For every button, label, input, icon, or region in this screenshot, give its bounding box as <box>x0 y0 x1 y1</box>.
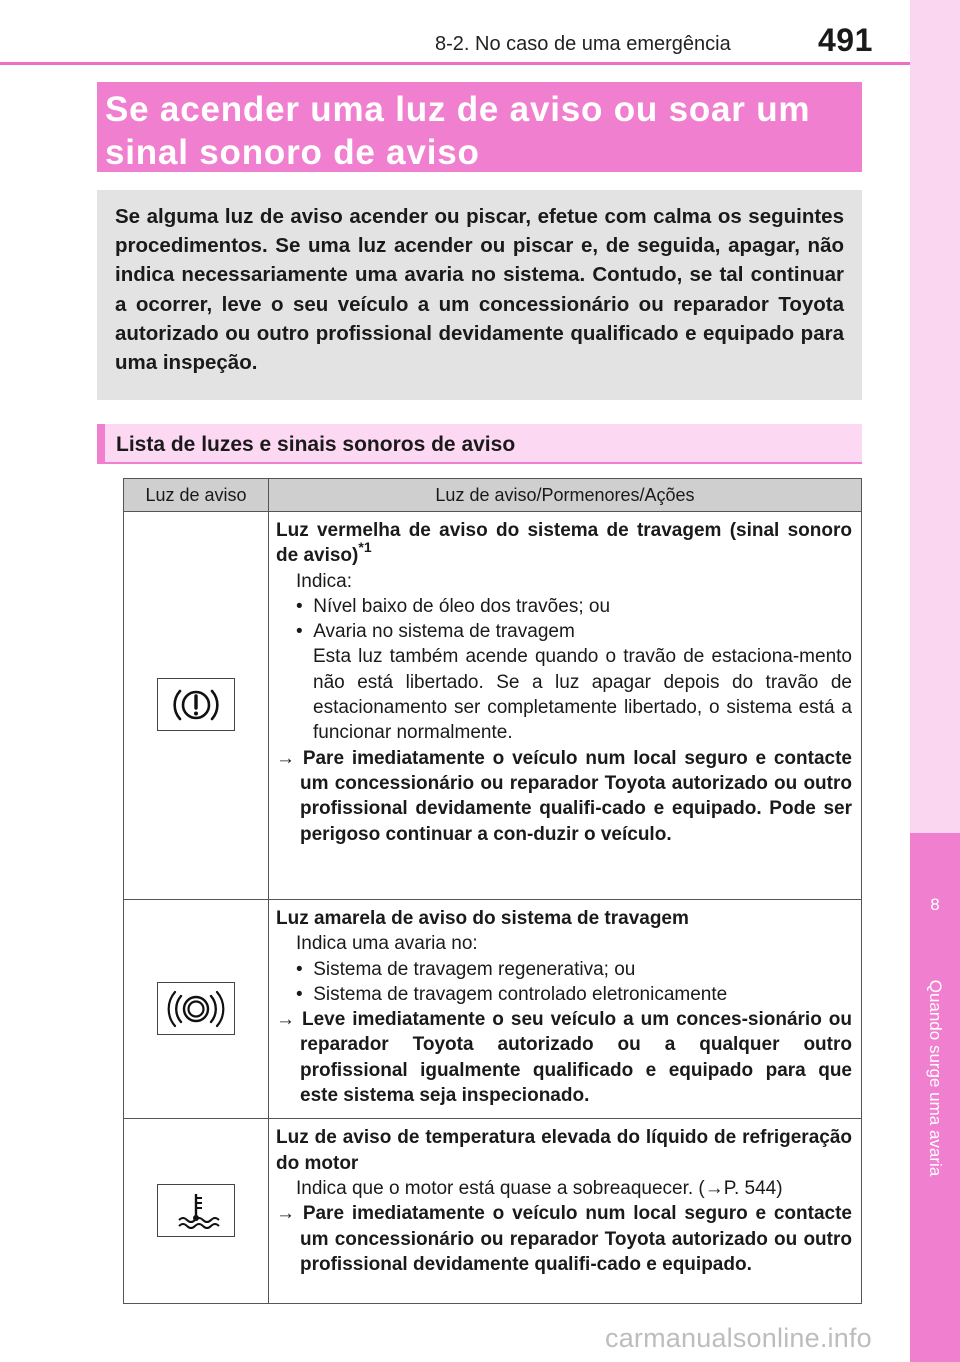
extra-note: Esta luz também acende quando o travão de estaciona-mento não está libertado. Se a luz apagar depois do travão de estacionamento ser completamente libertado, o sistema está a funcionar normalmente. <box>313 646 852 744</box>
indicates-label: Indica: <box>296 570 352 592</box>
column-header-details: Luz de aviso/Pormenores/Ações <box>269 479 862 512</box>
action-text: → Pare imediatamente o veículo num local seguro e contacte um concessionário ou reparador Toyota autorizado ou outro profissional devidamente qualifi-cado e equipado. <box>276 1203 852 1275</box>
table-row <box>124 900 862 1119</box>
header-rule <box>0 62 910 65</box>
description-cell <box>269 512 862 900</box>
page-title-line-2: sinal sonoro de aviso <box>105 133 480 172</box>
indicates-label: Indica uma avaria no: <box>296 933 478 955</box>
list-item: • Avaria no sistema de travagem <box>296 621 575 643</box>
list-item: • Nível baixo de óleo dos travões; ou <box>296 595 611 617</box>
warning-title: Luz vermelha de aviso do sistema de travagem (sinal sonoro de aviso)$^{*1}$ <box>276 520 852 567</box>
list-item: • Sistema de travagem regenerativa; ou <box>296 958 636 980</box>
subheading <box>97 424 862 464</box>
icon-cell <box>124 1119 269 1304</box>
warning-title: Luz amarela de aviso do sistema de travagem <box>276 908 689 929</box>
icon-cell <box>124 900 269 1119</box>
arrow-icon: → <box>276 1203 295 1225</box>
arrow-icon: → <box>276 747 295 769</box>
page-title-banner <box>97 82 862 172</box>
footnote-marker: *1 <box>358 539 372 556</box>
table-header-row <box>124 479 862 512</box>
indicates-label: Indica que o motor está quase a sobreaquecer. (→P. 544) <box>296 1177 783 1199</box>
page-title-line-1: Se acender uma luz de aviso ou soar um <box>105 90 811 129</box>
page-number: 491 <box>818 22 873 58</box>
brake-warning-icon <box>157 678 235 731</box>
icon-cell <box>124 512 269 900</box>
arrow-icon: → <box>276 1009 295 1031</box>
watermark-text: carmanualsonline.info <box>605 1323 872 1353</box>
warning-lights-table <box>123 478 862 1304</box>
side-chapter-label: Quando surge uma avaria <box>926 979 945 1177</box>
column-header-warning-light: Luz de aviso <box>124 479 269 512</box>
section-title: 8-2. No caso de uma emergência <box>435 33 731 55</box>
brake-system-amber-icon <box>157 982 235 1035</box>
action-text: → Pare imediatamente o veículo num local seguro e contacte um concessionário ou reparador Toyota autorizado ou outro profissional devidamente qualifi-cado e equipado. Pode ser perigoso continuar a con-duzir o veículo. <box>276 747 852 845</box>
coolant-temperature-icon <box>157 1184 235 1237</box>
action-text: → Leve imediatamente o seu veículo a um conces-sionário ou reparador Toyota autorizado ou a qualquer outro profissional igualmente qualificado e equipado para que este sistema seja inspecionado. <box>276 1009 852 1107</box>
intro-box <box>97 190 862 400</box>
table-row <box>124 512 862 900</box>
warning-title: Luz de aviso de temperatura elevada do líquido de refrigeração do motor <box>276 1127 852 1174</box>
arrow-icon: → <box>704 1177 724 1199</box>
page-reference-link[interactable]: P. 544) <box>723 1177 783 1199</box>
list-item: • Sistema de travagem controlado eletronicamente <box>296 983 728 1005</box>
description-cell <box>269 1119 862 1304</box>
side-chapter-number: 8 <box>930 895 940 914</box>
description-cell <box>269 900 862 1119</box>
table-row <box>124 1119 862 1304</box>
intro-text: Se alguma luz de aviso acender ou piscar, efetue com calma os seguintes procedimentos. Se uma luz acender ou piscar e, de seguida, apagar, não indica necessariamente uma avaria no sistema. Contudo, se tal continuar a ocorrer, leve o seu veículo a um concessionário ou reparador Toyota autorizado ou outro profissional devidamente qualificado e equipado para uma inspeção. <box>115 205 844 375</box>
subheading-text: Lista de luzes e sinais sonoros de aviso <box>116 433 516 456</box>
